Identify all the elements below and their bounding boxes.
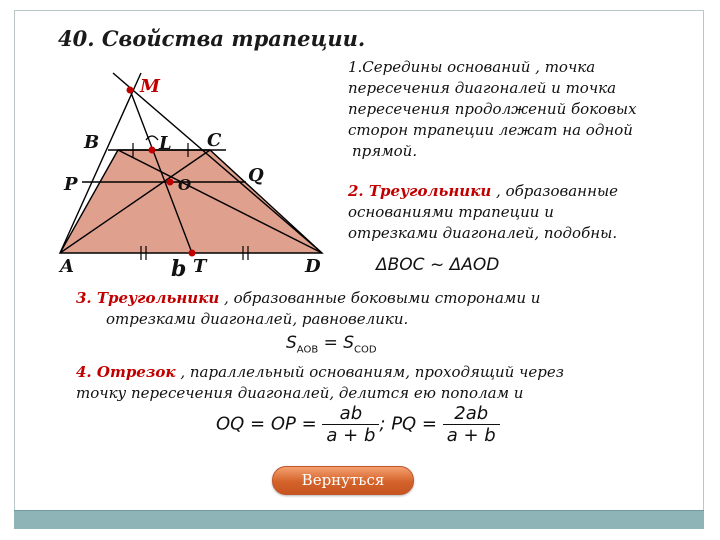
property-3-tail: , образованные боковыми сторонами и <box>219 289 541 307</box>
property-1-line: сторон трапеции лежат на одной <box>348 121 633 139</box>
label-q: Q <box>248 165 264 186</box>
fraction-1-numerator: ab <box>322 403 379 425</box>
fraction-1-denominator: a + b <box>326 425 376 446</box>
area-formula-s1: S <box>286 333 297 353</box>
point-m <box>127 87 134 94</box>
label-b: B <box>84 132 100 153</box>
similarity-formula: ΔBOC ~ ΔAOD <box>376 255 500 275</box>
property-2-tail: , образованные <box>491 182 619 200</box>
point-o <box>167 179 174 186</box>
property-2-line: отрезками диагоналей, подобны. <box>348 224 618 242</box>
label-c: C <box>207 130 222 151</box>
label-m: M <box>140 76 160 97</box>
segment-formula-part-a: OQ = OP = <box>216 413 323 435</box>
label-b-lower: b <box>171 256 187 282</box>
property-4 <box>76 362 676 404</box>
segment-formula-part-b: ; PQ = <box>379 413 443 435</box>
area-formula-sub2: COD <box>354 344 377 356</box>
label-d: D <box>305 256 321 277</box>
area-formula <box>286 333 377 355</box>
property-1 <box>348 57 698 162</box>
fraction-2 <box>443 403 500 446</box>
property-1-line: пересечения продолжений боковых <box>348 100 637 118</box>
back-button[interactable]: Вернуться <box>272 466 414 495</box>
point-l <box>149 147 156 154</box>
property-2-heading: 2. Треугольники <box>348 182 492 200</box>
label-a: A <box>60 256 74 277</box>
segment-formula <box>216 403 500 446</box>
property-2 <box>348 181 698 244</box>
area-formula-mid: = S <box>318 333 355 353</box>
property-1-line: пересечения диагоналей и точка <box>348 79 617 97</box>
property-1-line: прямой. <box>352 142 418 160</box>
label-t: T <box>193 256 207 277</box>
label-l: L <box>159 133 172 154</box>
fraction-2-denominator: a + b <box>446 425 496 446</box>
property-4-heading: 4. Отрезок <box>76 363 176 381</box>
property-3-head-line <box>76 288 676 309</box>
label-p: P <box>64 174 78 195</box>
property-3-line: отрезками диагоналей, равновелики. <box>106 310 409 328</box>
property-4-head-line <box>76 362 676 383</box>
property-4-tail: , параллельный основаниям, проходящий через <box>175 363 564 381</box>
area-formula-sub1: AOB <box>296 344 319 356</box>
property-3-heading: 3. Треугольники <box>76 289 220 307</box>
property-2-line: основаниями трапеции и <box>348 203 554 221</box>
property-4-line: точку пересечения диагоналей, делится ею пополам и <box>76 384 524 402</box>
property-2-head-line <box>348 181 698 202</box>
fraction-2-numerator: 2ab <box>443 403 500 425</box>
slide-title: 40. Свойства трапеции. <box>58 26 366 51</box>
property-1-line: 1.Середины оснований , точка <box>348 58 596 76</box>
label-o: O <box>178 176 192 194</box>
property-3 <box>76 288 676 330</box>
fraction-1 <box>322 403 379 446</box>
